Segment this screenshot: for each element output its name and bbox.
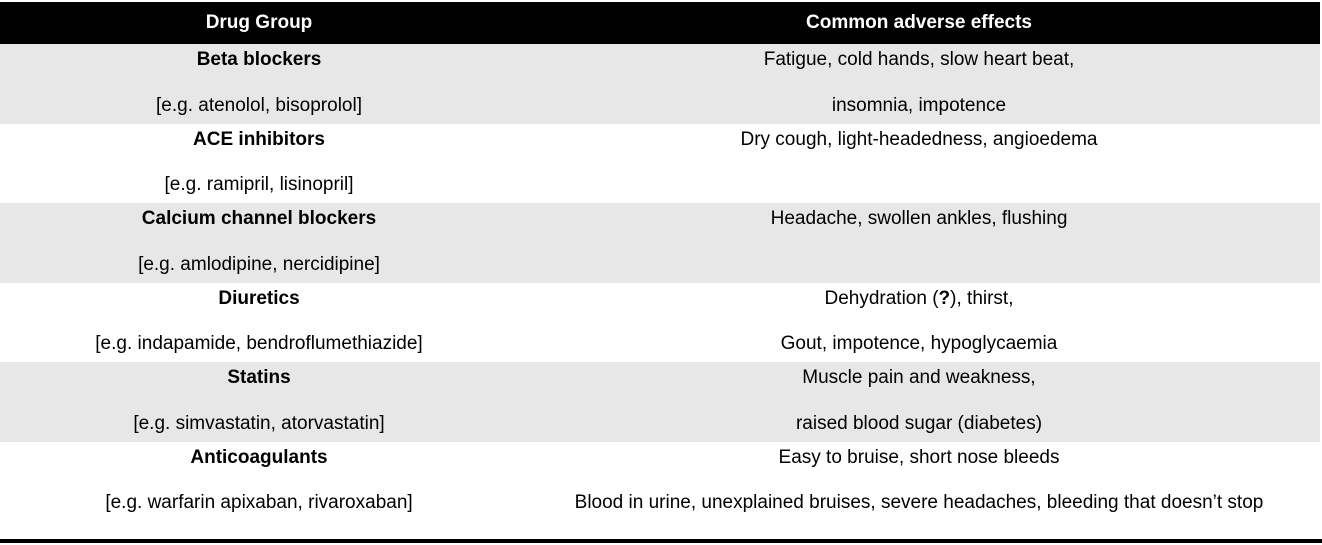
drug-group-name: Statins (227, 367, 291, 388)
drug-group-examples: [e.g. amlodipine, nercidipine] (138, 253, 380, 275)
adverse-effects-cell (518, 362, 1320, 442)
table-row-statins (0, 362, 1320, 442)
drug-group-cell (0, 362, 518, 442)
adverse-effects-line2: Blood in urine, unexplained bruises, severe headaches, bleeding that doesn’t stop (574, 492, 1264, 513)
adverse-effects-line2: raised blood sugar (diabetes) (795, 412, 1043, 434)
adverse-effects-line1: Dry cough, light-headedness, angioedema (740, 128, 1098, 150)
adverse-effects-cell (518, 442, 1320, 522)
header-drug-group: Drug Group (205, 12, 313, 33)
adverse-effects-line2 (518, 173, 1320, 197)
drug-group-examples: [e.g. simvastatin, atorvastatin] (133, 412, 385, 434)
drug-group-examples: [e.g. ramipril, lisinopril] (164, 174, 354, 195)
drug-group-cell (0, 124, 518, 204)
drug-group-examples: [e.g. atenolol, bisoprolol] (156, 94, 362, 116)
adverse-effects-cell (518, 44, 1320, 124)
table-row-ace-inhibitors (0, 124, 1320, 204)
adverse-effects-line2 (518, 253, 1320, 277)
table-row-diuretics (0, 283, 1320, 363)
drug-group-name: Calcium channel blockers (141, 208, 377, 229)
adverse-effects-text: Dehydration ( (824, 287, 939, 309)
drug-group-cell (0, 44, 518, 124)
adverse-effects-line1: Muscle pain and weakness, (802, 367, 1036, 388)
drug-group-cell (0, 442, 518, 522)
drug-group-name: Anticoagulants (190, 446, 328, 468)
adverse-effects-line1: Easy to bruise, short nose bleeds (778, 446, 1060, 468)
adverse-effects-line1 (518, 287, 1320, 311)
table-bottom-rule (0, 539, 1322, 543)
drug-group-cell (0, 203, 518, 283)
question-mark: ? (938, 287, 951, 309)
adverse-effects-line1: Fatigue, cold hands, slow heart beat, (763, 49, 1075, 70)
table-row-beta-blockers (0, 44, 1320, 124)
header-adverse-effects: Common adverse effects (806, 12, 1032, 33)
adverse-effects-table (0, 2, 1320, 521)
drug-group-name: Diuretics (218, 287, 300, 309)
adverse-effects-cell (518, 124, 1320, 204)
drug-group-cell (0, 283, 518, 363)
adverse-effects-line2: insomnia, impotence (831, 94, 1007, 116)
drug-group-examples: [e.g. warfarin apixaban, rivaroxaban] (105, 492, 413, 513)
adverse-effects-line2: Gout, impotence, hypoglycaemia (780, 333, 1058, 354)
drug-group-name: Beta blockers (196, 49, 322, 70)
table-row-anticoagulants (0, 442, 1320, 522)
drug-group-examples: [e.g. indapamide, bendroflumethiazide] (95, 333, 423, 354)
adverse-effects-cell (518, 283, 1320, 363)
drug-group-name: ACE inhibitors (193, 128, 325, 150)
table-row-calcium-channel-blockers (0, 203, 1320, 283)
adverse-effects-line1: Headache, swollen ankles, flushing (770, 208, 1068, 229)
adverse-effects-text: ), thirst, (950, 287, 1014, 309)
table-header (0, 2, 1320, 44)
adverse-effects-cell (518, 203, 1320, 283)
